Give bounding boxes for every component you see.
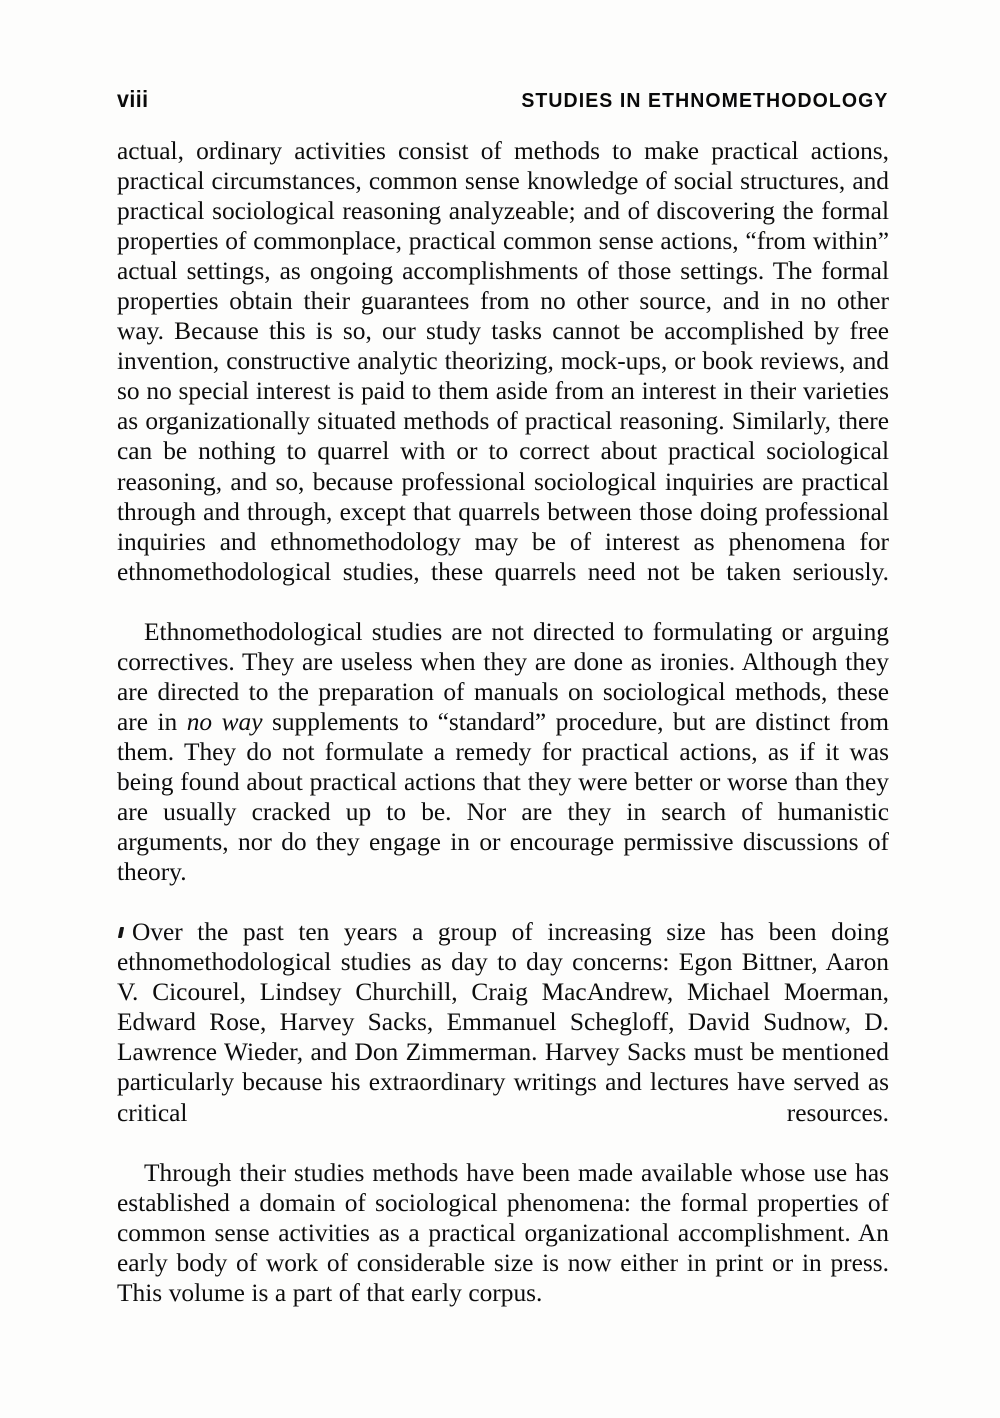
paragraph-3: [117, 917, 889, 1157]
paragraph-4-text: Through their studies methods have been made available whose use has established a domain of sociological phenomena: the formal properties of common sense activities as a practical organizational accomplishment. An early body of work of considerable size is now either in print or in press. This volume is a part of that early corpus.: [117, 1158, 889, 1307]
emphasized-phrase: no way: [186, 707, 263, 736]
paragraph-2-text-before-emphasis: Ethnomethodological studies are not directed to formulating or arguing correctives. They are useless when they are done as ironies. Although they are directed to the preparation of manuals on sociological methods, these are in: [117, 617, 889, 736]
paragraph-1: [117, 136, 889, 617]
body-text-column: [117, 136, 889, 1308]
paragraph-3-text: Over the past ten years a group of increasing size has been doing ethnomethodological studies as day to day concerns: Egon Bittner, Aaron V. Cicourel, Lindsey Churchill, Craig MacAndrew, Michael Moerman, Edward Rose, Harvey Sacks, Emmanuel Schegloff, David Sudnow, D. Lawrence Wieder, and Don Zimmerman. Harvey Sacks must be mentioned particularly because his extraordinary writings and lectures have served as critical resources.: [117, 918, 889, 1127]
paragraph-1-text: actual, ordinary activities consist of methods to make practical actions, practical circumstances, common sense knowledge of social structures, and practical sociological reasoning analyzeable; and of discovering the formal properties of commonplace, practical common sense actions, “from within” actual settings, as ongoing accomplishments of those settings. The formal properties obtain their guarantees from no other source, and in no other way. Because this is so, our study tasks cannot be accomplished by free invention, constructive analytic theorizing, mock-ups, or book reviews, and so no special interest is paid to them aside from an interest in their varieties as organizationally situated methods of practical reasoning. Similarly, there can be nothing to quarrel with or to correct about practical sociological reasoning, and so, because professional sociological inquiries are practical through and through, except that quarrels between those doing professional inquiries and ethnomethodology may be of interest as phenomena for ethnomethodological studies, these quarrels need not be taken seriously.: [117, 137, 889, 586]
running-head-title: STUDIES IN ETHNOMETHODOLOGY: [520, 89, 888, 112]
paragraph-2-text-after-emphasis: supplements to “standard” procedure, but are distinct from them. They do not formulate a remedy for practical actions, as if it was being found about practical actions that they were better or worse than they are usually cracked up to be. Nor are they in search of humanistic arguments, nor do they engage in or encourage permissive discussions of theory.: [117, 707, 890, 887]
paragraph-2: [117, 617, 889, 917]
page-number: viii: [117, 86, 149, 112]
running-head: [117, 86, 888, 116]
scan-artifact-tick: [118, 927, 124, 938]
paragraph-4: [117, 1158, 889, 1308]
